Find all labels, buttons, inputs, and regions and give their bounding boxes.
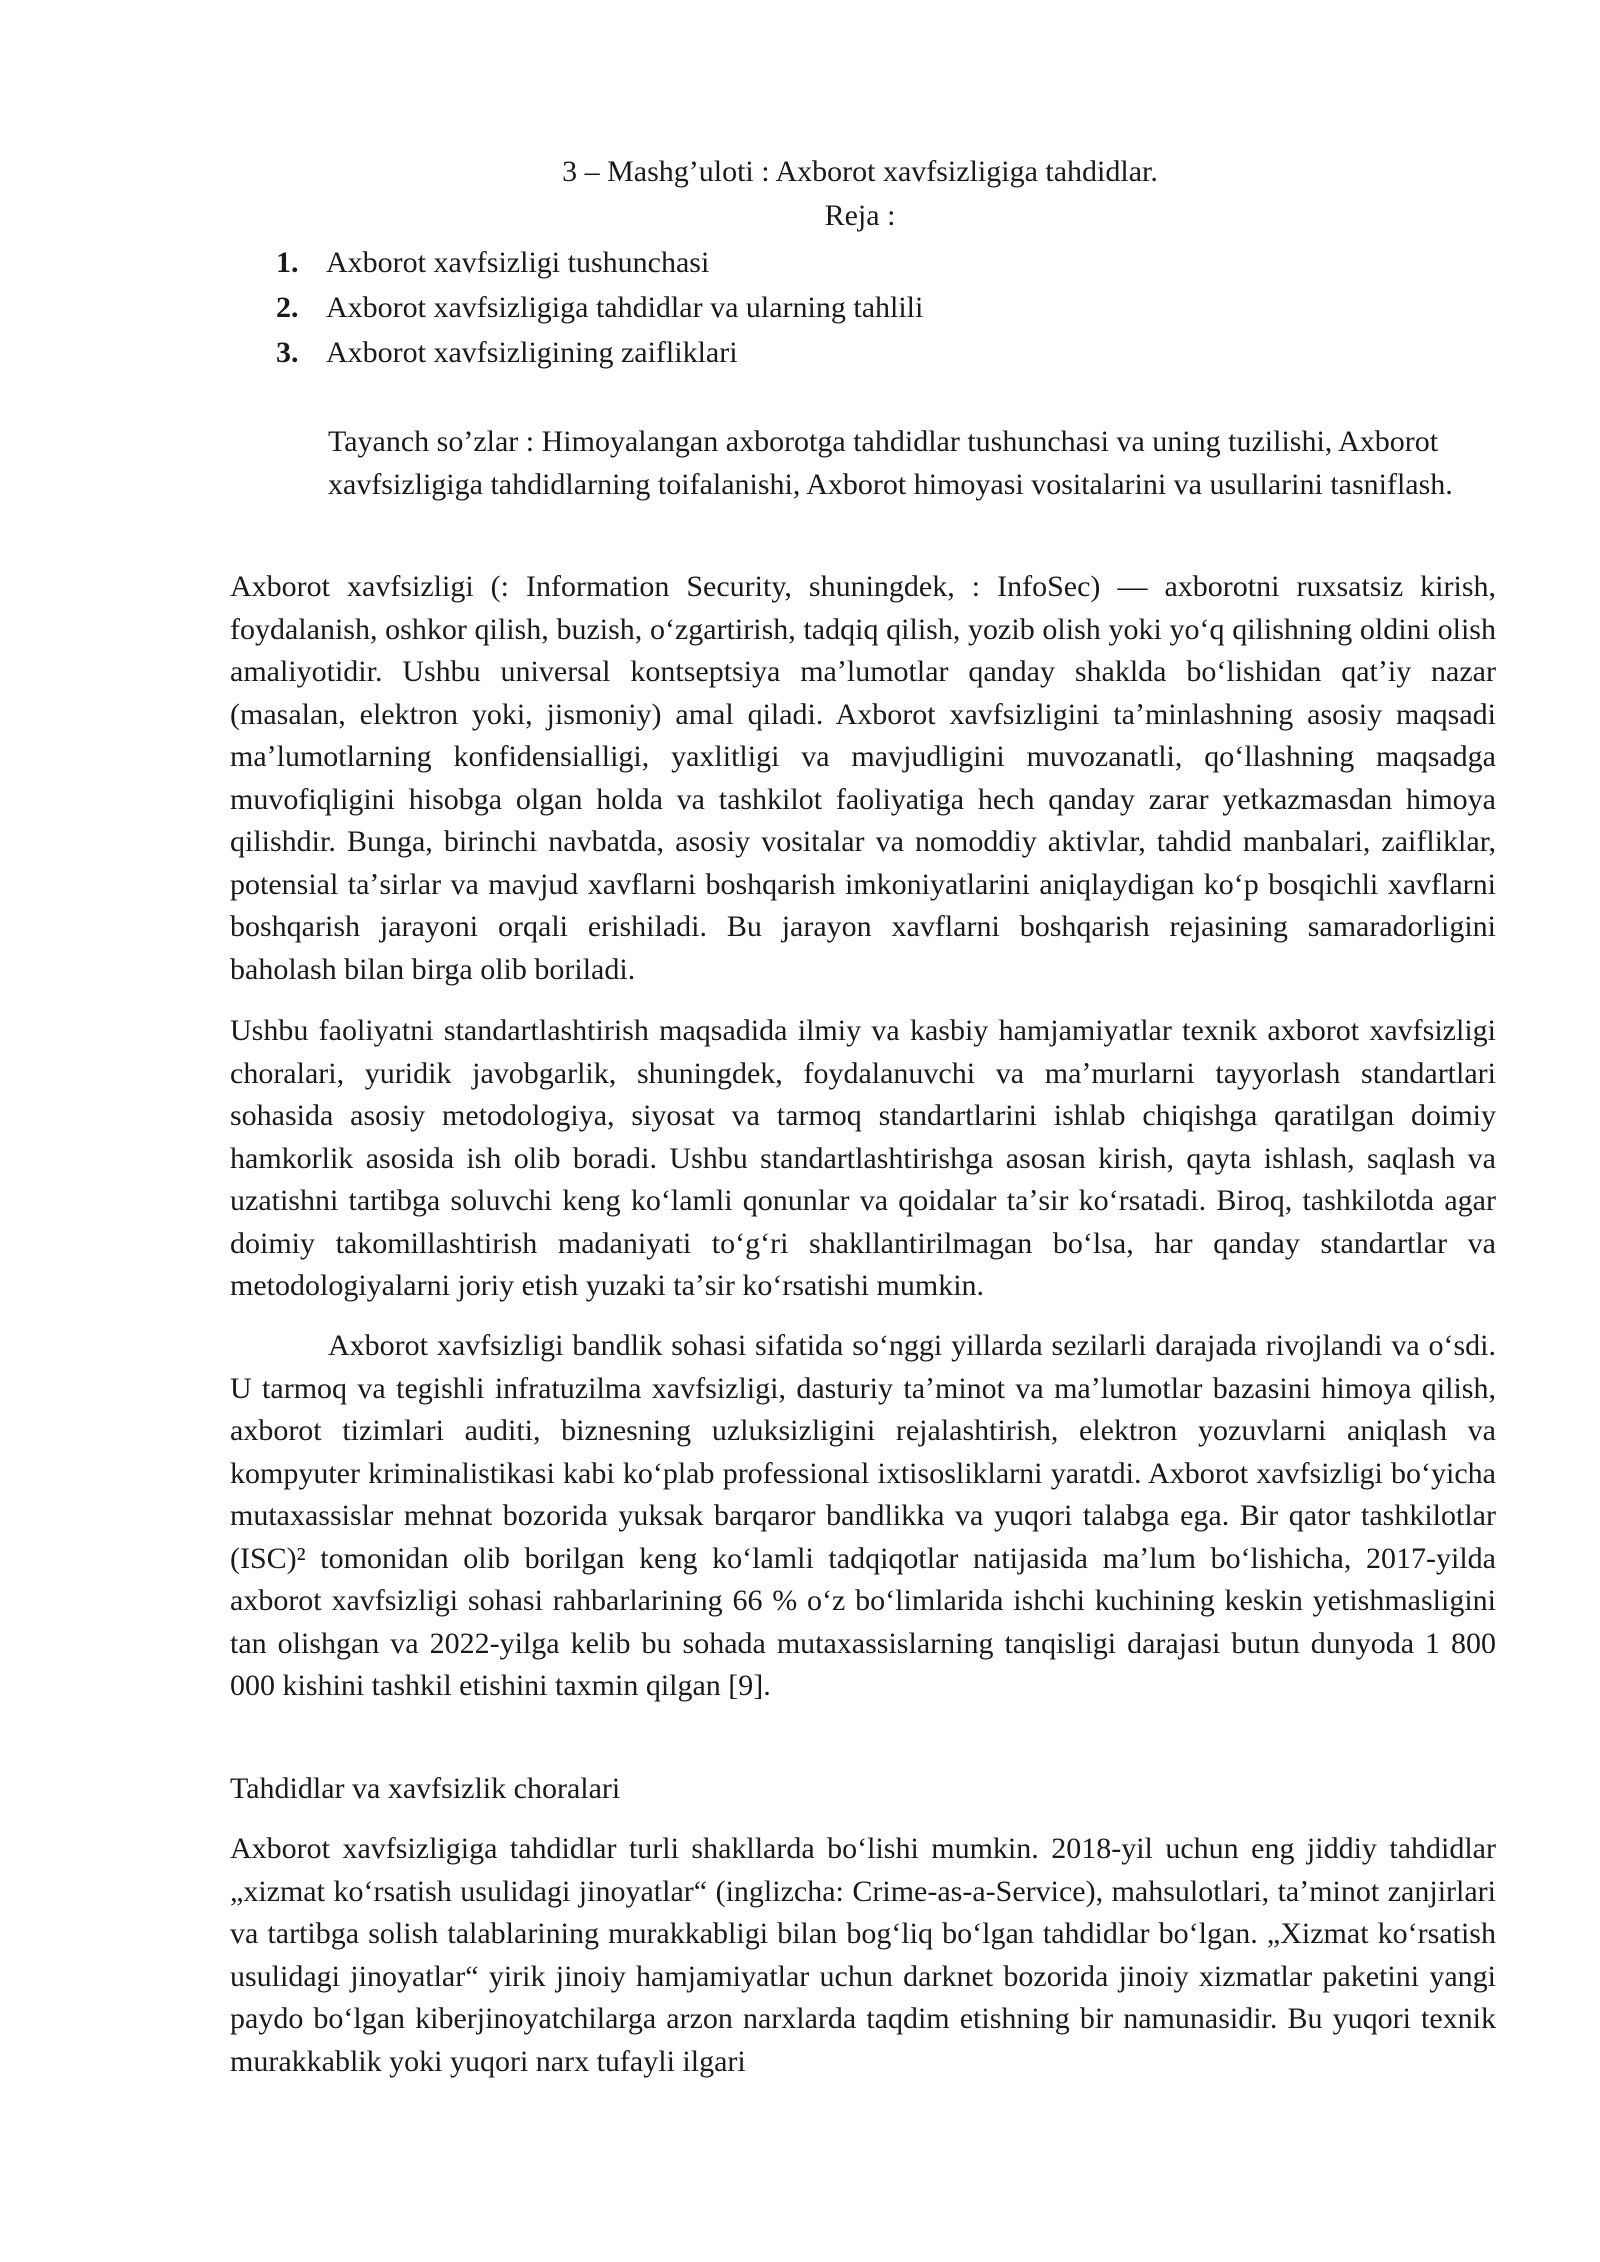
page-title: 3 – Mashg’uloti : Axborot xavfsizligiga tahdidlar. <box>562 155 1158 188</box>
plan-item <box>276 330 923 375</box>
paragraph-standardization: Ushbu faoliyatni standartlashtirish maqsadida ilmiy va kasbiy hamjamiyatlar texnik axborot xavfsizligi choralari, yuridik javobgarlik, shuningdek, foydalanuvchi va maʼmurlarni tayyorlash standartlari sohasida asosiy metodologiya, siyosat va tarmoq standartlarini ishlab chiqishga qaratilgan doimiy hamkorlik asosida ish olib boradi. Ushbu standartlashtirishga asosan kirish, qayta ishlash, saqlash va uzatishni tartibga soluvchi keng koʻlamli qonunlar va qoidalar taʼsir koʻrsatadi. Biroq, tashkilotda agar doimiy takomillashtirish madaniyati toʻgʻri shakllantirilmagan boʻlsa, har qanday standartlar va metodologiyalarni joriy etish yuzaki taʼsir koʻrsatishi mumkin. <box>230 1014 1496 1302</box>
plan-heading: Reja : <box>824 199 896 232</box>
plan-item-text: Axborot xavfsizligiga tahdidlar va ularning tahlili <box>326 291 924 324</box>
paragraph-threats: Axborot xavfsizligiga tahdidlar turli shakllarda boʻlishi mumkin. 2018-yil uchun eng jiddiy tahdidlar „xizmat koʻrsatish usulidagi jinoyatlar“ (inglizcha: Crime-as-a-Service), mahsulotlari, taʼminot zanjirlari va tartibga solish talablarining murakkabligi bilan bogʻliq boʻlgan tahdidlar boʻlgan. „Xizmat koʻrsatish usulidagi jinoyatlar“ yirik jinoiy hamjamiyatlar uchun darknet bozorida jinoiy xizmatlar paketini yangi paydo boʻlgan kiberjinoyatchilarga arzon narxlarda taqdim etishning bir namunasidir. Bu yuqori texnik murakkablik yoki yuqori narx tufayli ilgari <box>230 1832 1496 2078</box>
plan-item-number: 1. <box>276 246 299 279</box>
keywords-paragraph: Tayanch so’zlar : Himoyalangan axborotga tahdidlar tushunchasi va uning tuzilishi, Axborot xavfsizligiga tahdidlarning toifalanishi, Axborot himoyasi vositalarini va usullarini tasniflash. <box>328 425 1453 501</box>
plan-item <box>276 285 923 330</box>
plan-item <box>276 240 923 285</box>
paragraph-definition: Axborot xavfsizligi (: Information Security, shuningdek, : InfoSec) — axborotni ruxsatsiz kirish, foydalanish, oshkor qilish, buzish, oʻzgartirish, tadqiq qilish, yozib olish yoki yoʻq qilishning oldini olish amaliyotidir. Ushbu universal kontseptsiya maʼlumotlar qanday shaklda boʻlishidan qatʼiy nazar (masalan, elektron yoki, jismoniy) amal qiladi. Axborot xavfsizligini taʼminlashning asosiy maqsadi maʼlumotlarning konfidensialligi, yaxlitligi va mavjudligini muvozanatli, qoʻllashning maqsadga muvofiqligini hisobga olgan holda va tashkilot faoliyatiga hech qanday zarar yetkazmasdan himoya qilishdir. Bunga, birinchi navbatda, asosiy vositalar va nomoddiy aktivlar, tahdid manbalari, zaifliklar, potensial taʼsirlar va mavjud xavflarni boshqarish imkoniyatlarini aniqlaydigan koʻp bosqichli xavflarni boshqarish jarayoni orqali erishiladi. Bu jarayon xavflarni boshqarish rejasining samaradorligini baholash bilan birga olib boriladi. <box>230 570 1496 986</box>
plan-list <box>276 240 923 375</box>
section-heading-threats: Tahdidlar va xavfsizlik choralari <box>230 1772 621 1805</box>
paragraph-employment: Axborot xavfsizligi bandlik sohasi sifatida soʻnggi yillarda sezilarli darajada rivojlandi va oʻsdi. U tarmoq va tegishli infratuzilma xavfsizligi, dasturiy taʼminot va maʼlumotlar bazasini himoya qilish, axborot tizimlari auditi, biznesning uzluksizligini rejalashtirish, elektron yozuvlarni aniqlash va kompyuter kriminalistikasi kabi koʻplab professional ixtisosliklarni yaratdi. Axborot xavfsizligi boʻyicha mutaxassislar mehnat bozorida yuksak barqaror bandlikka va yuqori talabga ega. Bir qator tashkilotlar (ISC)² tomonidan olib borilgan keng koʻlamli tadqiqotlar natijasida maʼlum boʻlishicha, 2017-yilda axborot xavfsizligi sohasi rahbarlarining 66 % oʻz boʻlimlarida ishchi kuchining keskin yetishmasligini tan olishgan va 2022-yilga kelib bu sohada mutaxassislarning tanqisligi darajasi butun dunyoda 1 800 000 kishini tashkil etishini taxmin qilgan [9]. <box>230 1329 1496 1702</box>
plan-item-text: Axborot xavfsizligi tushunchasi <box>326 246 710 279</box>
plan-item-number: 2. <box>276 291 299 324</box>
plan-item-text: Axborot xavfsizligining zaifliklari <box>326 336 738 369</box>
plan-item-number: 3. <box>276 336 299 369</box>
